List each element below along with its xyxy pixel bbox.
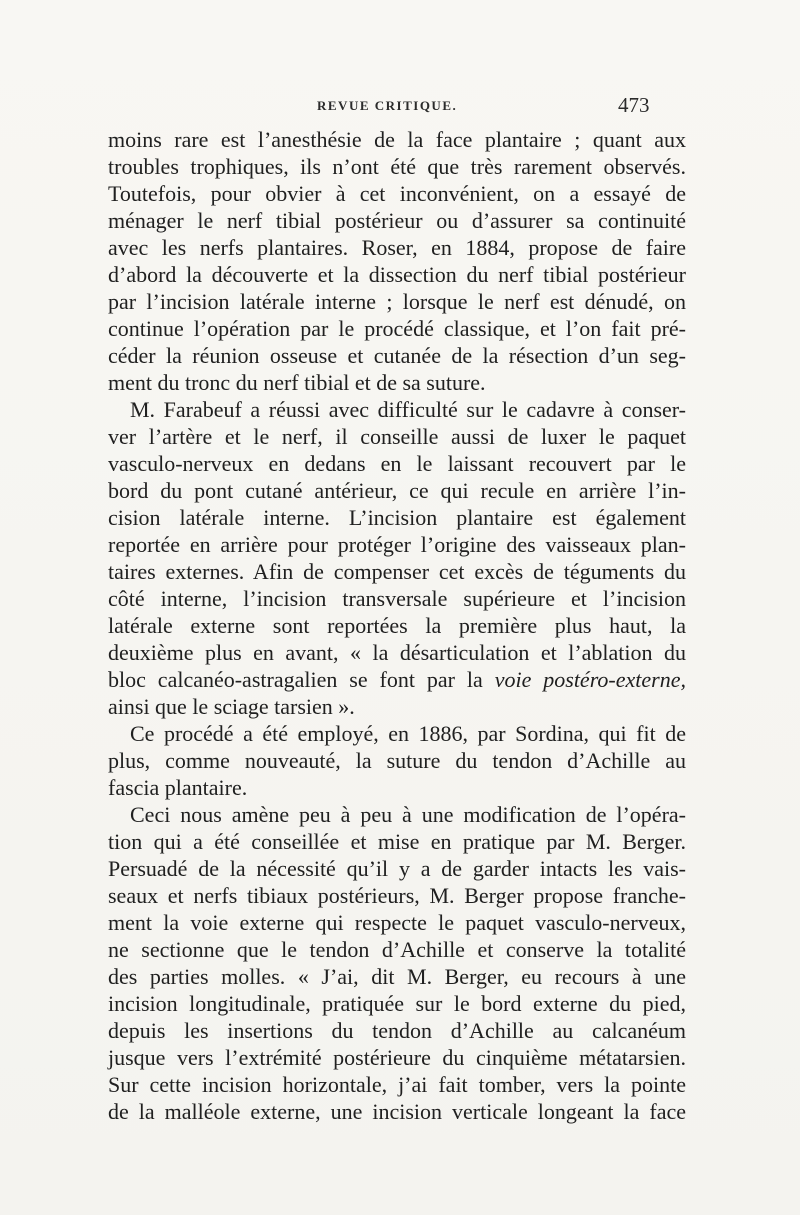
text-line: par l’incision latérale interne ; lorsque le nerf est dénudé, on <box>108 289 686 314</box>
text-line: incision longitudinale, pratiquée sur le bord externe du pied, <box>108 991 686 1016</box>
text-line: cision latérale interne. L’incision plantaire est également <box>108 505 686 530</box>
text-line: ment la voie externe qui respecte le paquet vasculo-nerveux, <box>108 910 686 935</box>
text-line: Ce procédé a été employé, en 1886, par Sordina, qui fit de <box>130 721 686 746</box>
page-body <box>108 126 686 1125</box>
paragraph-1 <box>108 126 686 396</box>
text-line: latérale externe sont reportées la première plus haut, la <box>108 613 686 638</box>
paragraph-4 <box>108 801 686 1125</box>
paragraph-2 <box>108 396 686 720</box>
text-line: Toutefois, pour obvier à cet inconvénient, on a essayé de <box>108 181 686 206</box>
running-title: REVUE CRITIQUE. <box>317 98 458 113</box>
text-line: ainsi que le sciage tarsien ». <box>108 694 355 719</box>
text-line: seaux et nerfs tibiaux postérieurs, M. Berger propose franche- <box>108 883 686 908</box>
text-line: céder la réunion osseuse et cutanée de la résection d’un seg- <box>108 343 686 368</box>
text-line: côté interne, l’incision transversale supérieure et l’incision <box>108 586 686 611</box>
text-line: ne sectionne que le tendon d’Achille et conserve la totalité <box>108 937 686 962</box>
text-line: taires externes. Afin de compenser cet excès de téguments du <box>108 559 686 584</box>
text-line: d’abord la découverte et la dissection du nerf tibial postérieur <box>108 262 686 287</box>
text-line: continue l’opération par le procédé classique, et l’on fait pré- <box>108 316 686 341</box>
text-line: ménager le nerf tibial postérieur ou d’assurer sa continuité <box>108 208 686 233</box>
page-number: 473 <box>618 93 650 117</box>
text-line: tion qui a été conseillée et mise en pratique par M. Berger. <box>108 829 686 854</box>
text-line: ver l’artère et le nerf, il conseille aussi de luxer le paquet <box>108 424 686 449</box>
text-line: deuxième plus en avant, « la désarticulation et l’ablation du <box>108 640 686 665</box>
text-line: ment du tronc du nerf tibial et de sa suture. <box>108 370 486 395</box>
text-line: M. Farabeuf a réussi avec difficulté sur le cadavre à conser- <box>130 397 686 422</box>
text-line: fascia plantaire. <box>108 775 248 800</box>
text-line: Persuadé de la nécessité qu’il y a de garder intacts les vais- <box>108 856 686 881</box>
text-line-mixed <box>108 666 686 693</box>
text-line: moins rare est l’anesthésie de la face plantaire ; quant aux <box>108 127 686 152</box>
text-line: des parties molles. « J’ai, dit M. Berger, eu recours à une <box>108 964 686 989</box>
paragraph-3 <box>108 720 686 801</box>
page-header <box>0 93 800 120</box>
italic-text-fragment: voie postéro-externe, <box>494 667 686 692</box>
text-line: vasculo-nerveux en dedans en le laissant recouvert par le <box>108 451 686 476</box>
text-line: jusque vers l’extrémité postérieure du cinquième métatarsien. <box>108 1045 686 1070</box>
text-line: depuis les insertions du tendon d’Achille au calcanéum <box>108 1018 686 1043</box>
text-line: de la malléole externe, une incision verticale longeant la face <box>108 1099 686 1124</box>
text-line: avec les nerfs plantaires. Roser, en 1884, propose de faire <box>108 235 686 260</box>
text-line: bord du pont cutané antérieur, ce qui recule en arrière l’in- <box>108 478 686 503</box>
text-line: Sur cette incision horizontale, j’ai fait tomber, vers la pointe <box>108 1072 686 1097</box>
text-fragment: bloc calcanéo-astragalien se font par la <box>108 667 483 692</box>
text-line: Ceci nous amène peu à peu à une modification de l’opéra- <box>130 802 686 827</box>
text-line: plus, comme nouveauté, la suture du tendon d’Achille au <box>108 748 686 773</box>
text-line: reportée en arrière pour protéger l’origine des vaisseaux plan- <box>108 532 686 557</box>
text-line: troubles trophiques, ils n’ont été que très rarement observés. <box>108 154 686 179</box>
